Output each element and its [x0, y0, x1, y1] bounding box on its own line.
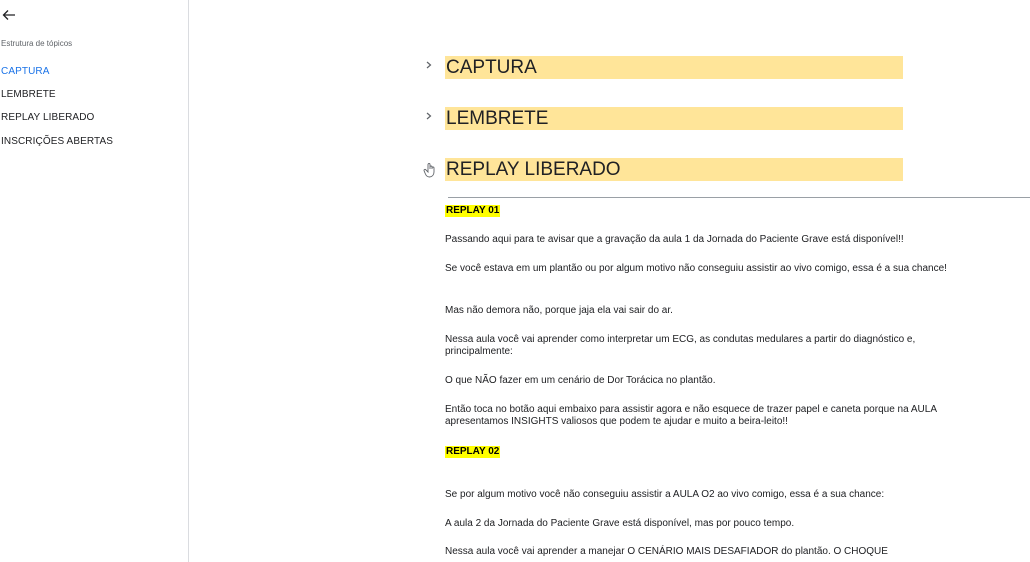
- outline-item-lembrete[interactable]: LEMBRETE: [1, 89, 56, 100]
- paragraph: Mas não demora não, porque jaja ela vai sair do ar.: [445, 305, 673, 316]
- outline-item-inscricoes-abertas[interactable]: INSCRIÇÕES ABERTAS: [1, 136, 114, 147]
- outline-title: Estrutura de tópicos: [1, 39, 73, 48]
- paragraph: Nessa aula você vai aprender como interpretar um ECG, as condutas medulares a partir do diagnóstico e, principalmente:: [445, 334, 916, 357]
- paragraph: Se você estava em um plantão ou por algum motivo não conseguiu assistir ao vivo comigo, essa é a sua chance!: [445, 263, 947, 274]
- arrow-left-icon: [2, 8, 16, 22]
- heading-title: REPLAY LIBERADO: [445, 158, 903, 181]
- paragraph: A aula 2 da Jornada do Paciente Grave está disponível, mas por pouco tempo.: [445, 518, 795, 529]
- paragraph: Passando aqui para te avisar que a gravação da aula 1 da Jornada do Paciente Grave está disponível!!: [445, 234, 904, 245]
- hand-pointer-icon[interactable]: [423, 162, 439, 180]
- outline-item-replay-liberado[interactable]: REPLAY LIBERADO: [1, 112, 95, 123]
- document-outline-sidebar: [0, 0, 189, 562]
- chevron-right-icon[interactable]: [425, 59, 439, 75]
- paragraph: Se por algum motivo você não conseguiu assistir a AULA O2 ao vivo comigo, essa é a sua chance:: [445, 489, 885, 500]
- replay-01-label: REPLAY 01: [446, 205, 500, 216]
- paragraph: Nessa aula você vai aprender a manejar O CENÁRIO MAIS DESAFIADOR do plantão. O CHOQUE: [445, 546, 888, 557]
- heading-title: CAPTURA: [445, 56, 903, 79]
- outline-item-captura[interactable]: CAPTURA: [1, 66, 50, 77]
- heading-title: LEMBRETE: [445, 107, 903, 130]
- paragraph: O que NÃO fazer em um cenário de Dor Torácica no plantão.: [445, 375, 716, 386]
- horizontal-rule: [448, 197, 1030, 198]
- paragraph: Então toca no botão aqui embaixo para assistir agora e não esquece de trazer papel e caneta porque na AULA apresentamos INSIGHTS valiosos que podem te ajudar e muito a beira-leito!!: [445, 404, 937, 427]
- document-canvas: [189, 0, 1030, 562]
- back-button[interactable]: [2, 8, 20, 26]
- replay-02-label: REPLAY 02: [446, 446, 500, 457]
- chevron-right-icon[interactable]: [425, 110, 439, 126]
